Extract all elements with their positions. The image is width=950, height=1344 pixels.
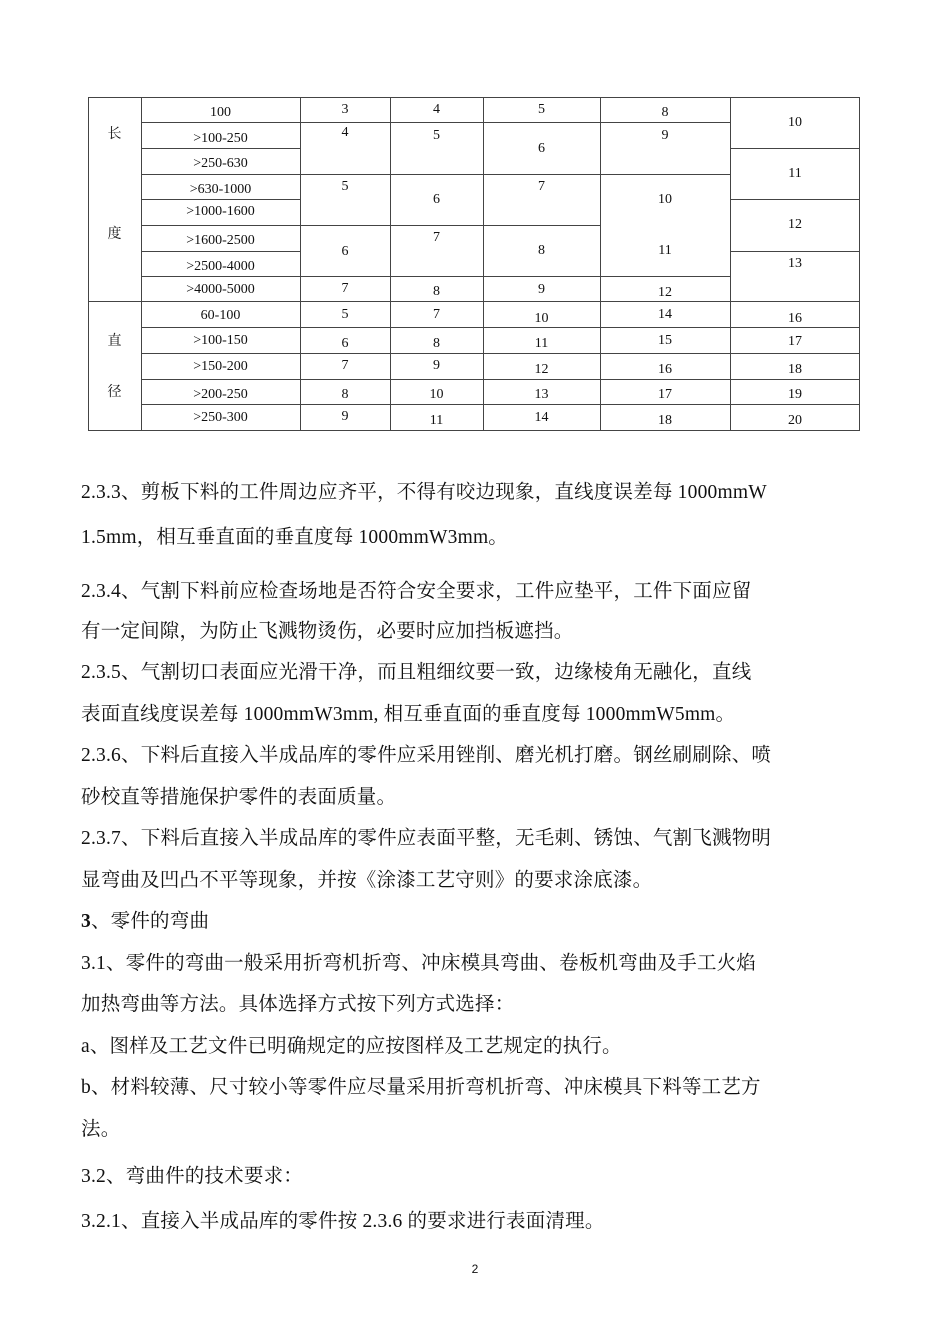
value-cell: 11 [534, 336, 549, 351]
para-b-line2: 法。 [81, 1119, 121, 1140]
page-number: 2 [471, 1262, 479, 1276]
para-3-2-1: 3.2.1、直接入半成品库的零件按 2.3.6 的要求进行表面清理。 [81, 1211, 605, 1232]
value-cell: 12 [658, 285, 672, 300]
value-cell: 12 [534, 362, 549, 377]
value-cell: 8 [433, 336, 440, 351]
value-cell: 14 [534, 410, 549, 425]
value-cell: 5 [433, 128, 440, 143]
value-cell: 8 [538, 243, 545, 258]
value-cell: 18 [658, 413, 672, 428]
section-3-number: 3 [81, 911, 91, 932]
size-range-cell: >250-630 [193, 156, 248, 171]
value-cell: 11 [429, 413, 444, 428]
para-2-3-3-line2: 1.5mm，相互垂直面的垂直度每 1000mmW3mm。 [81, 527, 509, 548]
value-cell: 18 [788, 362, 802, 377]
value-cell: 10 [658, 192, 672, 207]
value-cell: 20 [788, 413, 802, 428]
value-cell: 7 [341, 281, 349, 296]
value-cell: 7 [538, 179, 545, 194]
value-cell: 3 [341, 102, 349, 117]
group-label-diameter-2: 径 [107, 385, 122, 400]
value-cell: 10 [429, 387, 444, 402]
para-2-3-5-line2: 表面直线度误差每 1000mmW3mm, 相互垂直面的垂直度每 1000mmW5mm。 [81, 704, 736, 725]
section-3-title: 、零件的弯曲 [90, 911, 210, 932]
para-2-3-4-line2: 有一定间隙，为防止飞溅物烫伤，必要时应加挡板遮挡。 [81, 621, 574, 642]
value-cell: 12 [788, 217, 802, 232]
size-range-cell: >2500-4000 [186, 259, 255, 274]
value-cell: 5 [341, 179, 349, 194]
value-cell: 6 [538, 141, 545, 156]
value-cell: 8 [661, 105, 669, 120]
value-cell: 10 [788, 115, 802, 130]
value-cell: 4 [433, 102, 440, 117]
para-2-3-3-line1: 2.3.3、剪板下料的工件周边应齐平，不得有咬边现象，直线度误差每 1000mmW [81, 482, 767, 503]
size-range-cell: 100 [210, 105, 231, 120]
para-2-3-7-line1: 2.3.7、下料后直接入半成品库的零件应表面平整，无毛刺、锈蚀、气割飞溅物明 [81, 828, 772, 849]
para-2-3-7-line2: 显弯曲及凹凸不平等现象，并按《涂漆工艺守则》的要求涂底漆。 [81, 870, 653, 891]
value-cell: 6 [341, 336, 349, 351]
value-cell: 5 [341, 307, 349, 322]
size-range-cell: >250-300 [193, 410, 248, 425]
size-range-cell: >1600-2500 [186, 233, 255, 248]
size-range-cell: 60-100 [200, 308, 241, 323]
group-label-length-2: 度 [107, 227, 122, 242]
value-cell: 19 [788, 387, 802, 402]
size-range-cell: >100-150 [193, 333, 248, 348]
size-range-cell: >100-250 [193, 131, 248, 146]
para-3-1-line2: 加热弯曲等方法。具体选择方式按下列方式选择： [81, 994, 515, 1015]
value-cell: 10 [534, 311, 549, 326]
size-range-cell: >200-250 [193, 387, 248, 402]
size-range-cell: >4000-5000 [186, 282, 255, 297]
value-cell: 11 [658, 243, 672, 258]
para-2-3-6-line2: 砂校直等措施保护零件的表面质量。 [81, 787, 397, 808]
value-cell: 13 [788, 256, 802, 271]
size-range-cell: >150-200 [193, 359, 248, 374]
para-a: a、图样及工艺文件已明确规定的应按图样及工艺规定的执行。 [81, 1036, 622, 1057]
value-cell: 7 [433, 230, 440, 245]
para-2-3-4-line1: 2.3.4、气割下料前应检查场地是否符合安全要求，工件应垫平，工件下面应留 [81, 581, 752, 602]
value-cell: 16 [658, 362, 672, 377]
value-cell: 9 [661, 128, 669, 143]
value-cell: 8 [341, 387, 349, 402]
value-cell: 9 [433, 358, 440, 373]
group-label-length-1: 长 [107, 127, 122, 142]
section-3-heading [81, 909, 871, 935]
value-cell: 7 [433, 307, 440, 322]
value-cell: 9 [341, 409, 349, 424]
para-3-2: 3.2、弯曲件的技术要求： [81, 1166, 303, 1187]
value-cell: 17 [658, 387, 672, 402]
value-cell: 4 [341, 125, 349, 140]
value-cell: 17 [788, 334, 802, 349]
value-cell: 13 [534, 387, 549, 402]
value-cell: 9 [538, 282, 545, 297]
value-cell: 16 [788, 311, 802, 326]
size-range-cell: >1000-1600 [186, 204, 255, 219]
para-2-3-6-line1: 2.3.6、下料后直接入半成品库的零件应采用锉削、磨光机打磨。钢丝刷刷除、喷 [81, 745, 772, 766]
size-range-cell: >630-1000 [189, 182, 252, 197]
value-cell: 14 [658, 307, 672, 322]
value-cell: 5 [538, 102, 545, 117]
tolerance-table [88, 97, 860, 431]
group-label-diameter-1: 直 [107, 334, 122, 349]
para-3-1-line1: 3.1、零件的弯曲一般采用折弯机折弯、冲床模具弯曲、卷板机弯曲及手工火焰 [81, 953, 757, 974]
value-cell: 11 [788, 166, 802, 181]
value-cell: 6 [433, 192, 440, 207]
para-b-line1: b、材料较薄、尺寸较小等零件应尽量采用折弯机折弯、冲床模具下料等工艺方 [81, 1077, 761, 1098]
para-2-3-5-line1: 2.3.5、气割切口表面应光滑干净，而且粗细纹要一致，边缘棱角无融化，直线 [81, 662, 752, 683]
value-cell: 8 [433, 284, 440, 299]
value-cell: 6 [341, 244, 349, 259]
value-cell: 7 [341, 358, 349, 373]
value-cell: 15 [658, 333, 672, 348]
